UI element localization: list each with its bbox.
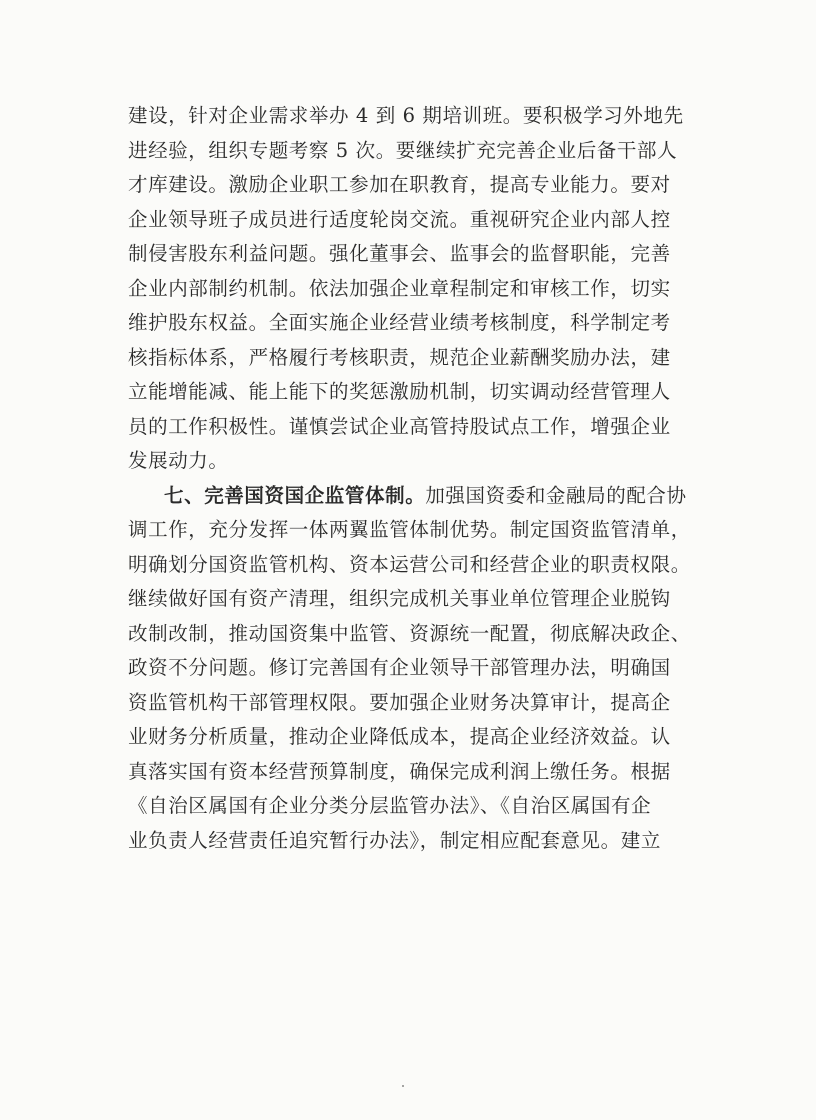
text-line: 政资不分问题。修订完善国有企业领导干部管理办法，明确国 xyxy=(128,656,671,679)
paragraph-supervision-system xyxy=(128,479,728,859)
text-line: 维护股东权益。全面实施企业经营业绩考核制度，科学制定考 xyxy=(128,311,671,334)
text-line: 进经验，组织专题考察 5 次。要继续扩充完善企业后备干部人 xyxy=(128,138,678,162)
text-line: 业负责人经营责任追究暂行办法》，制定相应配套意见。建立 xyxy=(128,828,661,852)
text-line: 资监管机构干部管理权限。要加强企业财务决算审计，提高企 xyxy=(128,690,671,714)
text-line: 改制改制，推动国资集中监管、资源统一配置，彻底解决政企、 xyxy=(128,621,691,645)
section-heading: 七、完善国资国企监管体制。 xyxy=(164,483,426,507)
text-line: 调工作，充分发挥一体两翼监管体制优势。制定国资监管清单， xyxy=(128,518,691,541)
scan-speck xyxy=(402,1085,404,1087)
text-line: 建设，针对企业需求举办 4 到 6 期培训班。要积极学习外地先 xyxy=(128,104,684,127)
text-line: 制侵害股东利益问题。强化董事会、监事会的监督职能，完善 xyxy=(128,242,671,265)
body-text xyxy=(128,99,728,858)
text-line: 继续做好国有资产清理，组织完成机关事业单位管理企业脱钩 xyxy=(128,587,671,610)
text-line: 业财务分析质量，推动企业降低成本，提高企业经济效益。认 xyxy=(128,725,671,748)
text-line: 员的工作积极性。谨慎尝试企业高管持股试点工作，增强企业 xyxy=(128,414,671,438)
text-line: 才库建设。激励企业职工参加在职教育，提高专业能力。要对 xyxy=(128,173,671,196)
text-run: 加强国资委和金融局的配合协 xyxy=(425,483,687,507)
text-line: 核指标体系，严格履行考核职责，规范企业薪酬奖励办法，建 xyxy=(128,345,671,369)
section-heading-line xyxy=(128,479,728,514)
text-line: 企业领导班子成员进行适度轮岗交流。重视研究企业内部人控 xyxy=(128,207,671,231)
text-line: 发展动力。 xyxy=(128,449,229,472)
text-line: 企业内部制约机制。依法加强企业章程制定和审核工作，切实 xyxy=(128,276,671,300)
paragraph-training xyxy=(128,99,728,479)
text-line: 立能增能减、能上能下的奖惩激励机制，切实调动经营管理人 xyxy=(128,380,671,403)
text-line: 真落实国有资本经营预算制度，确保完成利润上缴任务。根据 xyxy=(128,759,671,783)
text-line: 《自治区属国有企业分类分层监管办法》、《自治区属国有企 xyxy=(128,794,652,817)
text-line: 明确划分国资监管机构、资本运营公司和经营企业的职责权限。 xyxy=(128,552,691,576)
